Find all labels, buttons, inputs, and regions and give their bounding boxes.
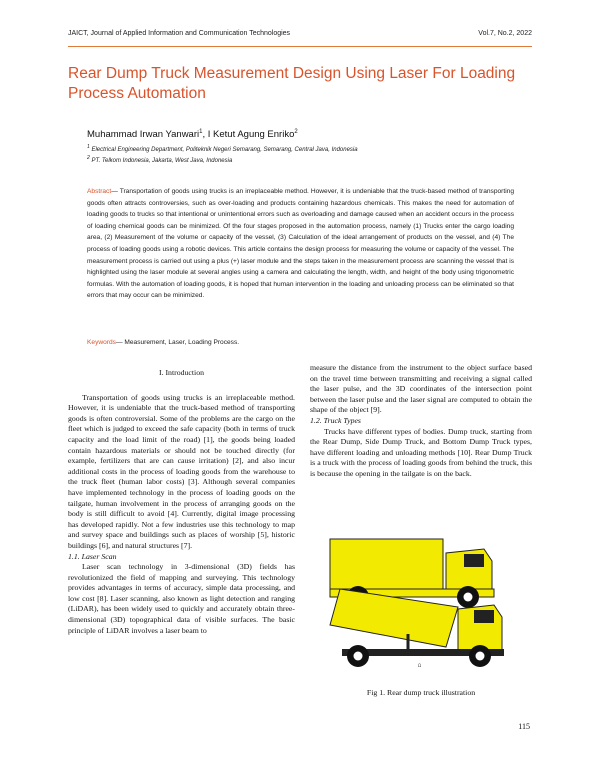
- author-line: [87, 129, 298, 140]
- subsection-heading-laser-scan: 1.1. Laser Scan: [68, 551, 117, 561]
- subsection-heading-truck-types: 1.2. Truck Types: [310, 415, 361, 425]
- rear-dump-truck-figure: [328, 537, 528, 670]
- lidar-paragraph-continued: measure the distance from the instrument to the object surface based on the travel time between transmitting and receiving a signal called the laser pulse, and the 3D coordinates of the intersection point between the laser pulse and the laser signal are computed to obtain the shape of the object [9].: [310, 363, 532, 415]
- truck-1-cab-window: [464, 554, 484, 567]
- truck-2-dump-body-tilted: [330, 589, 458, 647]
- keywords-label: Keywords: [87, 339, 116, 346]
- abstract-text: — Transportation of goods using trucks is an irreplaceable method. However, it is undeniable that the truck-based method of transporting goods often attracts controversies, such as over-loading and products containing hazardous chemicals. This makes the need for automation of loading goods to trucks so that intentional or unintentional errors such as overloading and damage caused when an accident occurs in the process of loading chemical goods can be minimized. Of the four stages proposed in the automation process, namely (1) Trucks enter the cargo loading area, (2) Measurement of the volume or capacity of the vessel, (3) Calculation of the ideal arrangement of products on the vessel, and (4) The process of loading goods using a robotic devices. This article contains the design process for measuring the volume or capacity of the vessel. The measurement process is carried out using a plus (+) laser module and the steps taken in the measurement process are scanning the vessel that is highlighted using the laser module at several angles using a camera and calculating the length, width, and height of the body using trigonometric formulas. With the automation of loading goods, it is hoped that human intervention in the loading and unloading process can be eliminated so that errors that may occur can be minimized.: [87, 188, 514, 300]
- laser-scan-paragraph: Laser scan technology in 3-dimensional (3D) fields has revolutionized the field of mapping and surveying. This technology provides advantages in terms of accuracy, simple data processing, and low cost [8]. Laser scanning, also known as light detection and ranging (LiDAR), has been widely used to quickly and accurately obtain three-dimensional (3D) topographical data of visible surfaces. The basic principle of LiDAR involves a laser beam to: [68, 562, 295, 635]
- abstract-label: Abstract: [87, 188, 112, 195]
- truck-1-dump-body: [330, 539, 443, 589]
- author-separator: ,: [202, 129, 208, 141]
- affil-mark: 2: [87, 155, 90, 161]
- right-column: [310, 363, 532, 480]
- author-name: I Ketut Agung Enriko: [207, 129, 295, 141]
- affil-mark: 1: [87, 144, 90, 150]
- author-name: Muhammad Irwan Yanwari: [87, 129, 200, 141]
- truck-1-front-hub: [464, 593, 473, 602]
- journal-header: JAICT, Journal of Applied Information and Communication Technologies: [68, 30, 291, 37]
- affil-text: PT. Telkom Indonesia, Jakarta, West Java, Indonesia: [89, 158, 233, 164]
- keywords: [87, 339, 239, 346]
- volume-header: Vol.7, No.2, 2022: [478, 30, 532, 37]
- author-affil-mark: 1: [199, 129, 203, 135]
- truck-types-paragraph: Trucks have different types of bodies. Dump truck, starting from the Rear Dump, Side Dump Truck, and Bottom Dump Truck types, have different loading and unloading methods [10]. Rear Dump Truck is a truck with the process of loading goods from behind the truck, this is because the opening in the tailgate is on the back.: [310, 426, 532, 478]
- figure-caption: Fig 1. Rear dump truck illustration: [366, 688, 476, 697]
- abstract: [87, 186, 514, 302]
- paper-title: Rear Dump Truck Measurement Design Using Laser For Loading Process Automation: [68, 65, 516, 102]
- truck-2-cab-window: [474, 610, 494, 623]
- affiliation-1: [87, 144, 358, 153]
- intro-paragraph-1: Transportation of goods using trucks is an irreplaceable method. However, it is undeniable that the truck-based method of transporting goods is often controversial. Some of the problems are the cargo on the fleet which is judged to exceed the safe capacity (both in terms of truck capacity and the load limit of the road) [1], the goods being loaded contain hazardous materials or should not be touched directly (for example, fertilizers that are can cause irritation) [2], and also incur additional costs in the process of loading goods from the warehouse to the truck fleet (human labor costs) [3]. Although several companies have implemented technology in the process of loading goods on the tailgate, human involvement in the process of arranging goods on the body is still difficult to avoid [4]. Currently, digital image processing has developed rapidly. Not a few industries use this technology to map and survey space and buildings such as places of worship [5], historic buildings [6], and natural structures [7].: [68, 392, 295, 550]
- section-heading: I. Introduction: [158, 368, 205, 377]
- header-rule: [68, 46, 532, 47]
- truck-2-mark: Ω: [418, 663, 422, 668]
- affil-text: Electrical Engineering Department, Politeknik Negeri Semarang, Semarang, Central Java, Indonesia: [89, 147, 358, 153]
- affiliation-2: [87, 155, 232, 164]
- author-affil-mark: 2: [294, 129, 298, 135]
- keywords-text: — Measurement, Laser, Loading Process.: [115, 339, 240, 346]
- page-number: 115: [518, 722, 530, 731]
- truck-2-rear-hub: [354, 652, 363, 661]
- left-column: [68, 368, 295, 636]
- truck-2-front-hub: [476, 652, 485, 661]
